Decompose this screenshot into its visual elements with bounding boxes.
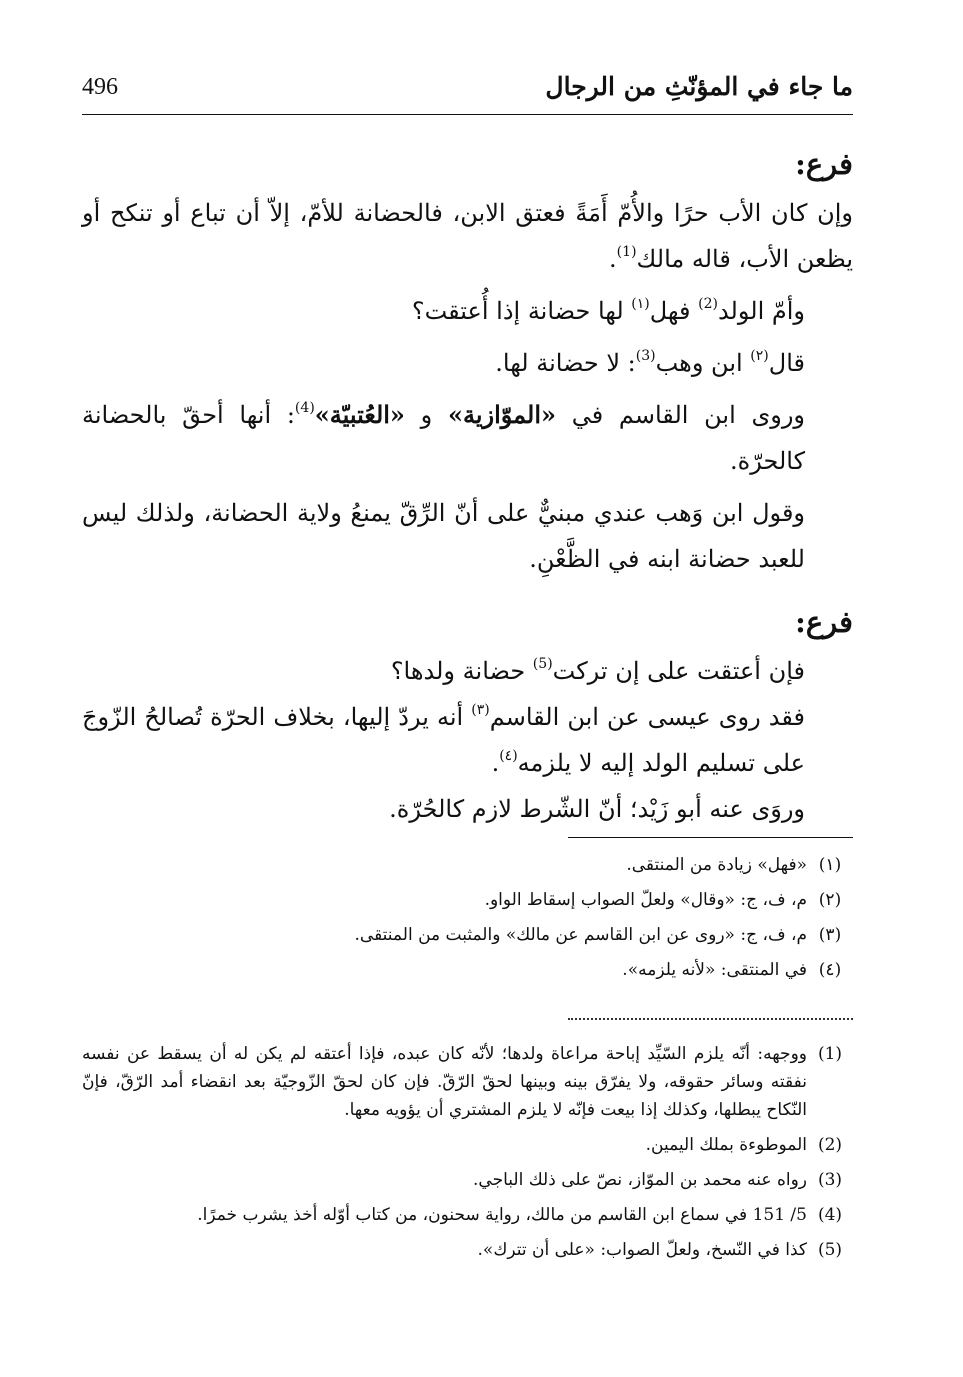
paragraph	[82, 694, 853, 786]
section-heading: فرع:	[795, 605, 853, 639]
footnote-number: (١)	[818, 855, 842, 875]
paragraph	[82, 392, 853, 484]
footnote-number: (3)	[817, 1170, 843, 1190]
footnote-item	[82, 920, 853, 950]
page-number: 496	[82, 74, 118, 100]
text-run: أنه يردّ إليها، بخلاف الحرّة تُصالحُ الزّوجَ على تسليم الولد إليه لا يلزمه	[82, 703, 805, 777]
footnote-number: (4)	[817, 1205, 843, 1225]
book-title: «الموّازية»	[447, 400, 557, 429]
footnote-number: (٤)	[818, 960, 842, 980]
paragraph: وروَى عنه أبو زَيْد؛ أنّ الشّرط لازم كالحُرّة.	[389, 795, 805, 823]
footnote-text: «فهل» زيادة من المنتقى.	[626, 855, 807, 875]
footnote-text: م، ف، ج: «روى عن ابن القاسم عن مالك» والمثبت من المنتقى.	[354, 925, 807, 945]
footnote-ref: (٤)	[499, 748, 518, 764]
text-run: حضانة ولدها؟	[390, 657, 533, 685]
footnote-number: (٣)	[818, 925, 842, 945]
text-run: فإن أعتقت على إن تركت	[552, 657, 805, 685]
text-run: فقد روى عيسى عن ابن القاسم	[489, 703, 805, 731]
footnote-item	[82, 955, 853, 985]
footnote-item	[82, 1201, 853, 1229]
footnote-ref: (3)	[635, 348, 656, 364]
footnote-ref: (١)	[631, 296, 650, 312]
book-title: «العُتبيّة»	[314, 400, 405, 429]
text-run: : لا حضانة لها.	[495, 349, 636, 377]
text-run: : أنها أحقّ بالحضانة كالحرّة.	[82, 401, 805, 475]
footnote-separator	[568, 837, 853, 838]
text-run: ابن وهب	[655, 349, 751, 377]
dotted-separator	[568, 1018, 853, 1020]
footnotes-commentary	[82, 1040, 853, 1271]
running-title: ما جاء في المؤنّثِ من الرجال	[545, 72, 853, 101]
footnote-number: (5)	[817, 1240, 843, 1260]
footnotes-editor	[82, 850, 853, 990]
footnote-ref: (1)	[616, 244, 637, 260]
footnote-number: (2)	[817, 1135, 843, 1155]
text-run: لها حضانة إذا أُعتقت؟	[411, 297, 632, 325]
footnote-ref: (5)	[532, 656, 553, 672]
text-run: فهل	[649, 297, 699, 325]
footnote-item	[82, 1166, 853, 1194]
footnote-text: 5/ 151 في سماع ابن القاسم من مالك، رواية سحنون، من كتاب أوّله أخذ يشرب خمرًا.	[197, 1205, 807, 1225]
page-header	[82, 70, 853, 115]
footnote-text: م، ف، ج: «وقال» ولعلّ الصواب إسقاط الواو.	[484, 890, 807, 910]
footnote-ref: (٢)	[750, 348, 769, 364]
paragraph	[82, 288, 853, 334]
footnote-text: الموطوءة بملك اليمين.	[645, 1135, 807, 1155]
paragraph: وقول ابن وَهب عندي مبنيٌّ على أنّ الرِّقّ يمنعُ ولاية الحضانة، ولذلك ليس للعبد حضانة ابنه في الظَّعْنِ.	[82, 499, 805, 573]
text-run: وروى ابن القاسم في	[556, 401, 806, 429]
footnote-number: (1)	[817, 1044, 843, 1064]
footnote-text: في المنتقى: «لأنه يلزمه».	[622, 960, 807, 980]
paragraph	[82, 340, 853, 386]
footnote-number: (٢)	[818, 890, 842, 910]
text-run: وأمّ الولد	[717, 297, 805, 325]
text-run: .	[609, 245, 617, 273]
footnote-item	[82, 1131, 853, 1159]
paragraph	[82, 190, 853, 282]
paragraph	[82, 648, 853, 694]
footnote-item	[82, 885, 853, 915]
footnote-text: كذا في النّسخ، ولعلّ الصواب: «على أن تترك».	[477, 1240, 807, 1260]
footnote-ref: (2)	[698, 296, 718, 312]
text-run: قال	[768, 349, 805, 377]
footnote-text: ووجهه: أنّه يلزم السّيِّد إباحة مراعاة ولدها؛ لأنّه كان عبده، فإذا أعتقه لم يكن له أن يسقط عن نفسه نفقته وسائر حقوقه، ولا يفرّق بينه وبينها لحقّ الرّقّ. فإن كان لحقّ الزّوجيّة بعد انقضاء أمد الرّقّ، فإنّ النّكاح يبطلها، وكذلك إذا بيعت فإنّه لا يلزم المشتري أن يؤويه معها.	[82, 1044, 807, 1120]
text-run: و	[404, 401, 448, 429]
text-run: .	[491, 749, 500, 777]
footnote-item	[82, 1040, 853, 1124]
footnote-ref: (٣)	[471, 702, 490, 718]
main-text	[82, 138, 853, 832]
footnote-ref: (4)	[294, 400, 315, 416]
footnote-item	[82, 1236, 853, 1264]
footnote-text: رواه عنه محمد بن الموّاز، نصّ على ذلك الباجي.	[473, 1170, 807, 1190]
section-heading: فرع:	[795, 147, 853, 181]
footnote-item	[82, 850, 853, 880]
text-run: وإن كان الأب حرًا والأُمّ أَمَةً فعتق الابن، فالحضانة للأمّ، إلاّ أن تباع أو تنكح أو يظعن الأب، قاله مالك	[82, 199, 853, 273]
